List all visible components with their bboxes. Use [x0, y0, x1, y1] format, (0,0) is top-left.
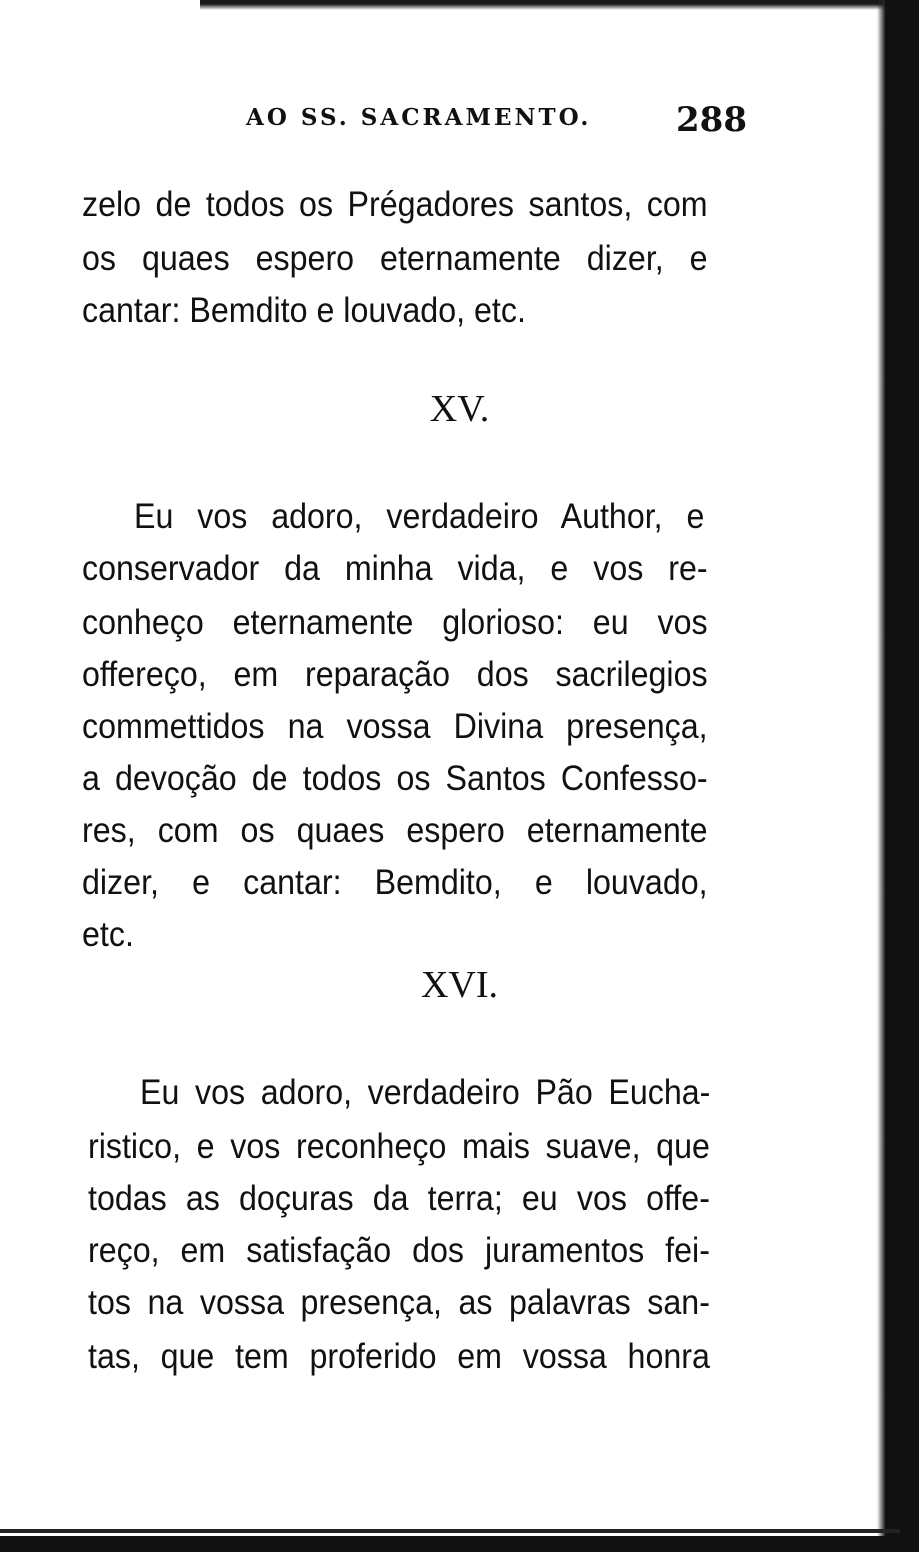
text-line: etc. — [82, 915, 134, 954]
running-title: AO SS. SACRAMENTO. — [246, 104, 592, 131]
running-head — [246, 100, 766, 140]
text-line: cantar: Bemdito e louvado, etc. — [82, 291, 526, 330]
text-line: ristico, e vos reconheço mais suave, que — [88, 1127, 710, 1166]
scan-edge-top — [200, 0, 919, 10]
text-line: tos na vossa presença, as palavras san- — [88, 1283, 710, 1322]
text-line: todas as doçuras da terra; eu vos offe- — [88, 1179, 710, 1218]
text-line: Eu vos adoro, verdadeiro Author, e — [134, 497, 705, 536]
scan-edge-right — [885, 0, 919, 1552]
section-heading-xvi: XVI. — [420, 964, 499, 1006]
text-line: tas, que tem proferido em vossa honra — [88, 1337, 710, 1376]
text-line: conheço eternamente glorioso: eu vos — [82, 603, 708, 642]
text-line: commettidos na vossa Divina presença, — [82, 707, 708, 746]
text-line: dizer, e cantar: Bemdito, e louvado, — [82, 863, 708, 902]
text-line: res, com os quaes espero eternamente — [82, 811, 708, 850]
text-line: reço, em satisfação dos juramentos fei- — [88, 1231, 710, 1270]
text-line: Eu vos adoro, verdadeiro Pão Eucha- — [140, 1073, 711, 1112]
page-number: 288 — [676, 100, 747, 140]
text-line: offereço, em reparação dos sacrilegios — [82, 655, 708, 694]
section-heading-xv: XV. — [429, 388, 490, 430]
scan-edge-shadow — [877, 0, 885, 1552]
text-line: zelo de todos os Prégadores santos, com — [82, 185, 708, 224]
text-line: a devoção de todos os Santos Confesso- — [82, 759, 708, 798]
text-line: os quaes espero eternamente dizer, e — [82, 239, 708, 278]
text-line: conservador da minha vida, e vos re- — [82, 549, 708, 588]
scan-edge-bottom — [0, 1536, 919, 1552]
scan-edge-bottom-line — [0, 1529, 900, 1533]
